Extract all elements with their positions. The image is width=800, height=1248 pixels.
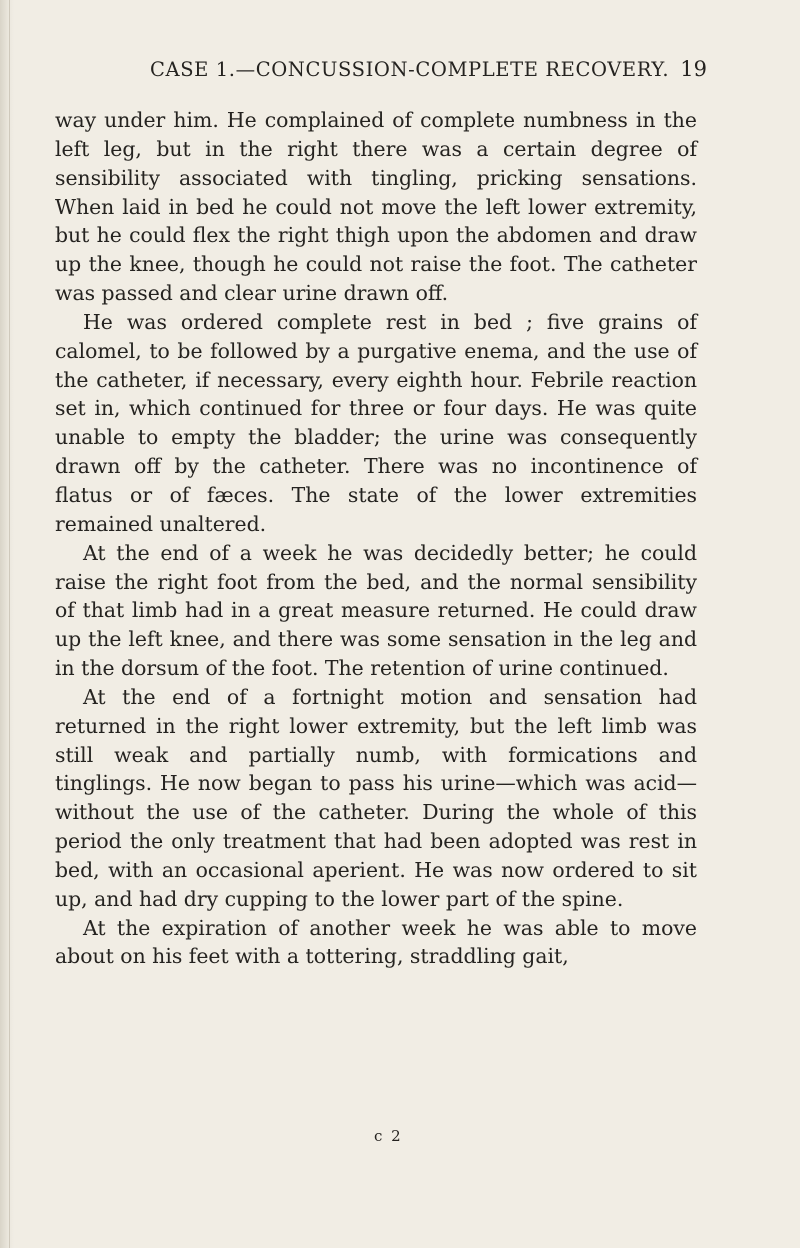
- signature-mark: c 2: [374, 1127, 403, 1145]
- body-text: [55, 106, 697, 971]
- paragraph: He was ordered complete rest in bed ; five grains of calomel, to be followed by a purgative enema, and the use of the catheter, if necessary, every eighth hour. Febrile reaction set in, which continued for three or four days. He was quite unable to empty the bladder; the urine was consequently drawn off by the catheter. There was no incontinence of flatus or of fæces. The state of the lower extremities remained unaltered.: [55, 309, 697, 536]
- paragraph: At the end of a week he was decidedly better; he could raise the right foot from the bed, and the normal sensibility of that limb had in a great measure returned. He could draw up the left knee, and there was some sensation in the leg and in the dorsum of the foot. The retention of urine continued.: [55, 540, 697, 681]
- binding-edge: [9, 0, 10, 1248]
- running-head: [55, 56, 735, 96]
- paragraph: At the expiration of another week he was able to move about on his feet with a tottering, straddling gait,: [55, 915, 697, 969]
- running-title: CASE 1.—CONCUSSION-COMPLETE RECOVERY.: [150, 58, 670, 81]
- page-gutter-shadow: [0, 0, 14, 1248]
- book-page: [55, 56, 735, 971]
- paragraph: At the end of a fortnight motion and sensation had returned in the right lower extremity, but the left limb was still weak and partially numb, with formications and tinglings. He now began to pass his urine—which was acid—without the use of the catheter. During the whole of this period the only treatment that had been adopted was rest in bed, with an occasional aperient. He was now ordered to sit up, and had dry cupping to the lower part of the spine.: [55, 684, 697, 911]
- page-number: 19: [680, 57, 707, 81]
- paragraph-continued: way under him. He complained of complete numbness in the left leg, but in the right there was a certain degree of sensibility associated with tingling, pricking sensations. When laid in bed he could not move the left lower extremity, but he could flex the right thigh upon the abdomen and draw up the knee, though he could not raise the foot. The catheter was passed and clear urine drawn off.: [55, 108, 697, 306]
